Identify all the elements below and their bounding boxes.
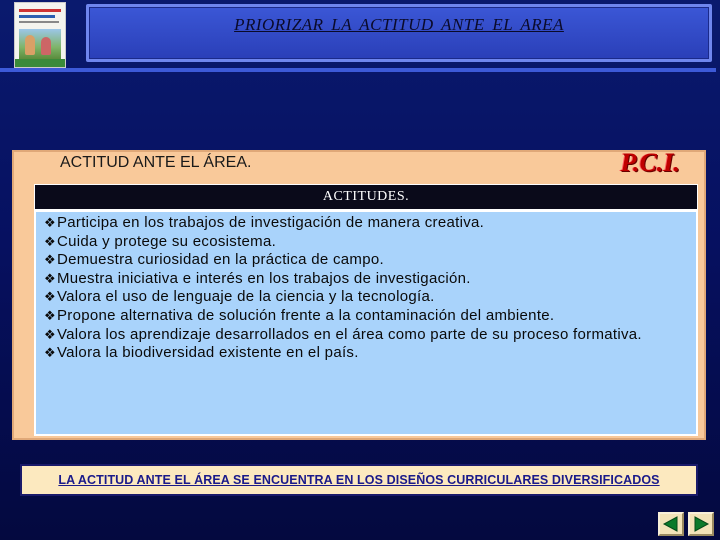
diamond-bullet-icon: ❖ [44,270,56,286]
table-header-label: ACTITUDES. [322,189,410,204]
diamond-bullet-icon: ❖ [44,215,56,230]
list-item: ❖Propone alternativa de solución frente a la contaminación del ambiente. [44,306,555,324]
content-panel [12,150,706,440]
pci-badge: P.C.I. [620,148,680,177]
previous-slide-button[interactable] [658,512,684,536]
list-item: ❖Valora la biodiversidad existente en el país. [44,344,359,362]
diamond-bullet-icon: ❖ [44,326,56,342]
panel-title: ACTITUD ANTE EL ÁREA. [60,154,252,171]
list-item: ❖Valora los aprendizaje desarrollados en el área como parte de su proceso formativa. [44,325,642,343]
diamond-bullet-icon: ❖ [44,252,56,268]
diamond-bullet-icon: ❖ [44,289,56,305]
title-banner [86,4,712,62]
diamond-bullet-icon: ❖ [44,345,56,361]
diamond-bullet-icon: ❖ [44,233,56,249]
footer-banner [20,464,698,496]
list-item: ❖Participa en los trabajos de investigación de manera creativa. [44,214,485,231]
triangle-left-icon [662,516,680,532]
list-item: ❖Demuestra curiosidad en la práctica de campo. [44,251,384,269]
attitudes-list [34,210,698,436]
header-divider [0,68,716,72]
footer-text: LA ACTITUD ANTE EL ÁREA SE ENCUENTRA EN LOS DISEÑOS CURRICULARES DIVERSIFICADOS [58,473,660,487]
triangle-right-icon [692,516,710,532]
cover-thumbnail [14,2,66,68]
table-header [34,184,698,210]
diamond-bullet-icon: ❖ [44,307,56,323]
list-item: ❖Cuida y protege su ecosistema. [44,232,277,250]
list-item: ❖Muestra iniciativa e interés en los trabajos de investigación. [44,269,471,287]
slide-title: PRIORIZAR LA ACTITUD ANTE EL AREA [234,15,564,34]
next-slide-button[interactable] [688,512,714,536]
list-item: ❖Valora el uso de lenguaje de la ciencia y la tecnología. [44,288,435,306]
